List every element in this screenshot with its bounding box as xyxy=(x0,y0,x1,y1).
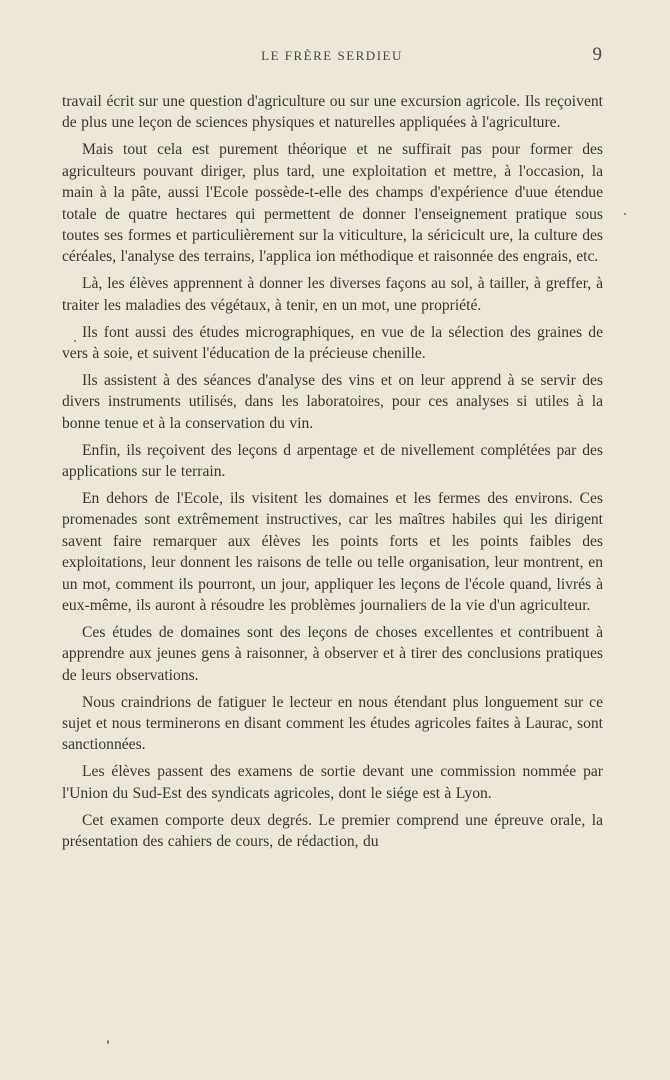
paragraph: Cet examen comporte deux degrés. Le premier comprend une épreuve orale, la présentation des cahiers de cours, de rédaction, du xyxy=(62,811,603,850)
print-speck xyxy=(74,340,76,342)
paragraph: Là, les élèves apprennent à donner les diverses façons au sol, à tailler, à greffer, à traiter les maladies des végétaux, à tenir, en un mot, une propriété. xyxy=(62,275,603,314)
paragraph: En dehors de l'Ecole, ils visitent les domaines et les fermes des environs. Ces promenades sont extrêmement instructives, car les maîtres habiles qui les dirigent savent faire remarquer aux élèves les points forts et les points faibles des exploitations, leur donnent les raisons de telle ou telle organisation, leur montrent, en un mot, comment ils pourront, un jour, appliquer les leçons de l'école quand, livrés à eux-même, ils auront à résoudre les problèmes journaliers de la vie d'un agriculteur. xyxy=(62,489,603,614)
paragraph: Les élèves passent des examens de sortie devant une commission nommée par l'Union du Sud-Est des syndicats agricoles, dont le siége est à Lyon. xyxy=(62,763,603,802)
paragraph: Ces études de domaines sont des leçons de choses excellentes et contribuent à apprendre aux jeunes gens à raisonner, à observer et à tirer des conclusions pratiques de leurs observations. xyxy=(62,623,603,684)
print-speck xyxy=(624,213,626,215)
paragraph: travail écrit sur une question d'agriculture ou sur une excursion agricole. Ils reçoivent de plus une leçon de sciences physiques et naturelles appliquées à l'agriculture. xyxy=(62,93,603,132)
page-number: 9 xyxy=(592,44,602,65)
paragraph: Ils font aussi des études micrographiques, en vue de la sélection des graines de vers à soie, et suivent l'éducation de la précieuse chenille. xyxy=(62,323,603,362)
paragraph: Mais tout cela est purement théorique et ne suffirait pas pour former des agriculteurs pouvant diriger, plus tard, une exploitation et mettre, à l'occasion, la main à la pâte, aussi l'Ecole possède-t-elle des champs d'expérience d'uue étendue totale de quatre hectares qui permettent de donner l'enseignement pratique sous toutes ses formes et particulièrement sur la viticulture, la séricicult ure, la culture des céréales, l'analyse des terrains, l'applica ion méthodique et raisonnée des engrais, etc. xyxy=(62,141,603,266)
running-head-title: LE FRÈRE SERDIEU xyxy=(261,48,403,63)
paragraph: Ils assistent à des séances d'analyse des vins et on leur apprend à se servir des divers instruments utilisés, dans les laboratoires, pour ces analyses si utiles à la bonne tenue et à la conservation du vin. xyxy=(62,371,603,432)
paragraph: Enfin, ils reçoivent des leçons d arpentage et de nivellement complétées par des applications sur le terrain. xyxy=(62,441,603,480)
running-head xyxy=(62,44,602,72)
paragraph: Nous craindrions de fatiguer le lecteur en nous étendant plus longuement sur ce sujet et nous terminerons en disant comment les études agricoles faites à Laurac, sont sanctionnées. xyxy=(62,693,603,754)
body-text xyxy=(62,91,603,858)
print-speck xyxy=(107,1040,109,1044)
